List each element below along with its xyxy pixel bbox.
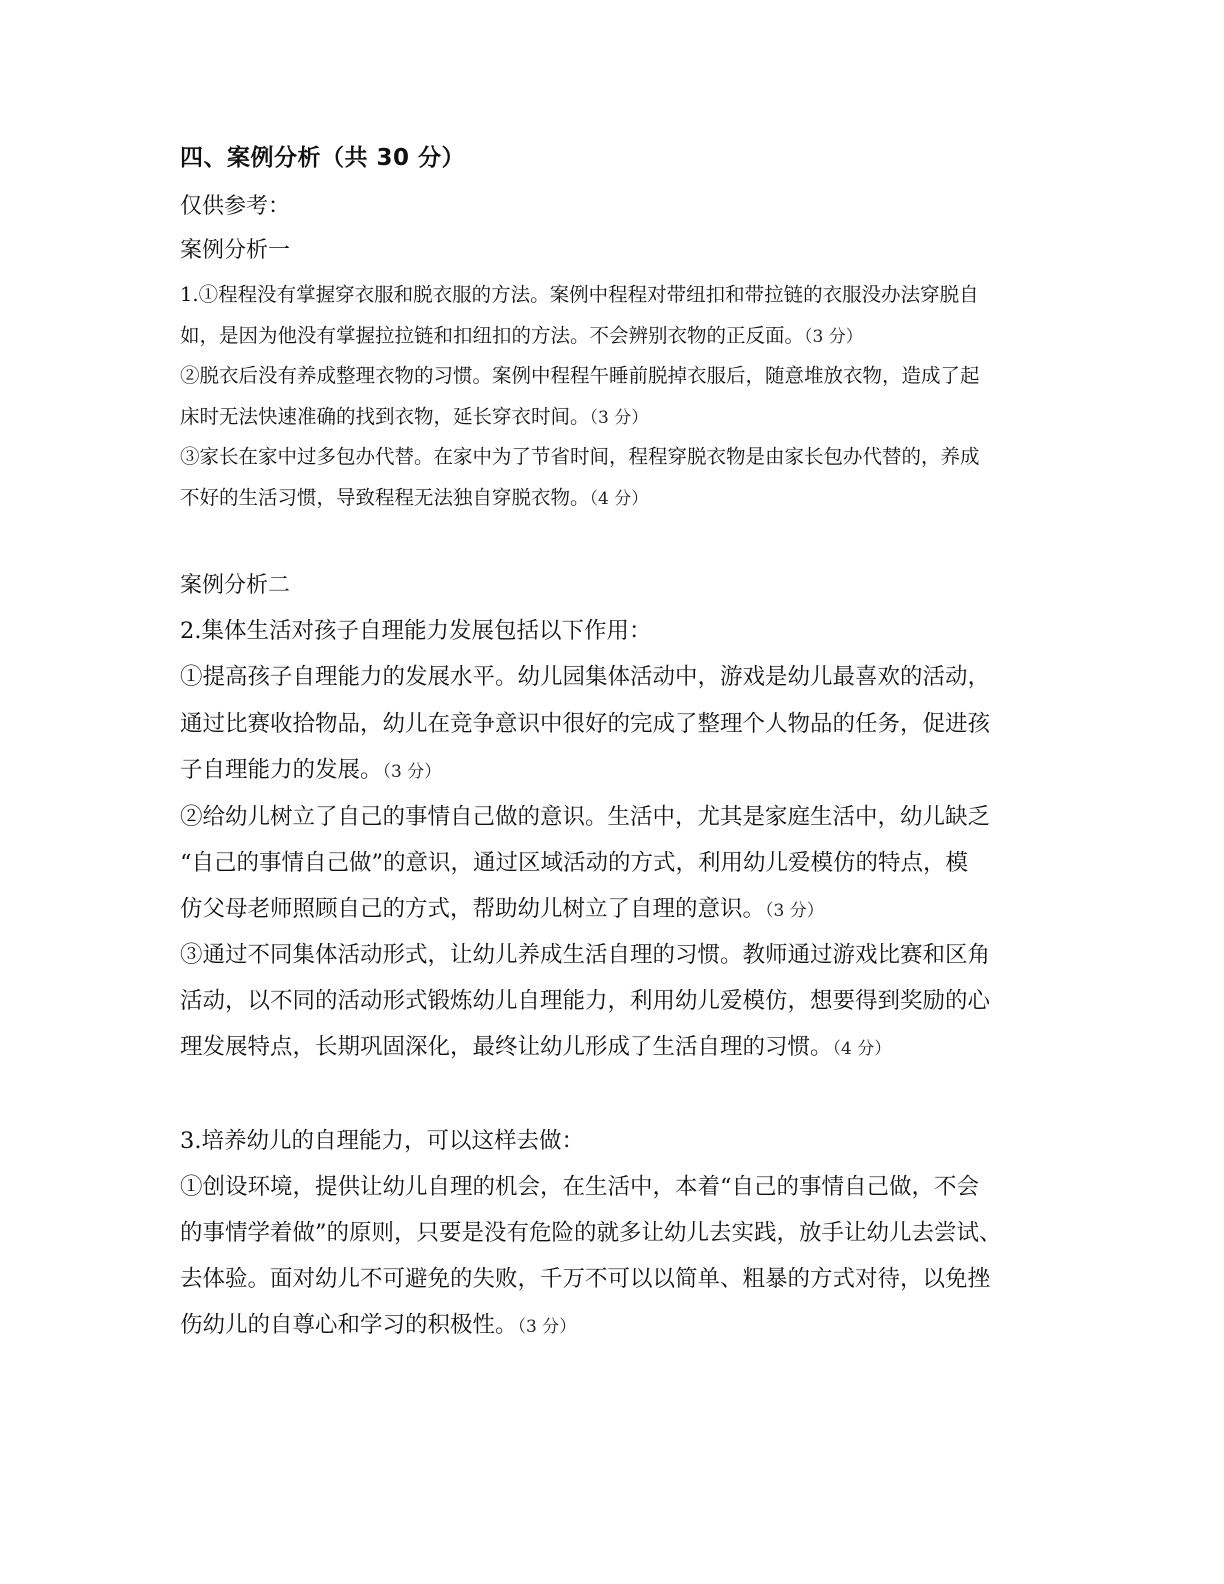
case1-paragraph-line — [180, 407, 1060, 427]
case2-paragraph-line — [180, 990, 1060, 1013]
reference-note: 仅供参考： — [180, 194, 291, 219]
case2-paragraph-line — [180, 759, 1060, 782]
line-text: 通过比赛收拾物品，幼儿在竞争意识中很好的完成了整理个人物品的任务，促进孩 — [180, 711, 991, 737]
line-text: ②脱衣后没有养成整理衣物的习惯。案例中程程午睡前脱掉衣服后，随意堆放衣物，造成了起 — [180, 364, 980, 387]
line-text: 子自理能力的发展。 — [180, 757, 383, 783]
case3-paragraph-line — [180, 1268, 1060, 1291]
line-text: 去体验。面对幼儿不可避免的失败，千万不可以以简单、粗暴的方式对待，以免挫 — [180, 1266, 991, 1292]
case1-paragraph-line — [180, 488, 1060, 508]
score-label: （4 分） — [589, 489, 649, 509]
score-label: （4 分） — [832, 1039, 892, 1059]
line-text: 不好的生活习惯，导致程程无法独自穿脱衣物。 — [180, 486, 590, 509]
score-label: （3 分） — [382, 762, 442, 782]
line-text: 床时无法快速准确的找到衣物，延长穿衣时间。 — [180, 405, 590, 428]
case2-paragraph-line — [180, 666, 1060, 689]
score-label: （3 分） — [589, 408, 649, 428]
section-title: 四、案例分析（共 30 分） — [180, 145, 466, 171]
case1-paragraph-line — [180, 326, 1060, 346]
line-text: ③通过不同集体活动形式，让幼儿养成生活自理的习惯。教师通过游戏比赛和区角 — [180, 942, 991, 968]
line-text: “自己的事情自己做”的意识，通过区域活动的方式，利用幼儿爱模仿的特点，模 — [180, 850, 969, 876]
line-text: 理发展特点，长期巩固深化，最终让幼儿形成了生活自理的习惯。 — [180, 1034, 833, 1060]
line-text: ③家长在家中过多包办代替。在家中为了节省时间，程程穿脱衣物是由家长包办代替的，养成 — [180, 445, 980, 468]
line-text: ②给幼儿树立了自己的事情自己做的意识。生活中，尤其是家庭生活中，幼儿缺乏 — [180, 804, 991, 830]
line-text: 仿父母老师照顾自己的方式，帮助幼儿树立了自理的意识。 — [180, 896, 766, 922]
case2-paragraph-line — [180, 620, 1060, 643]
score-label: （3 分） — [765, 901, 824, 921]
case2-paragraph-line — [180, 852, 1060, 875]
case2-paragraph-line — [180, 713, 1060, 736]
score-label: （3 分） — [517, 1317, 577, 1337]
case1-title: 案例分析一 — [180, 238, 291, 263]
case2-paragraph-line — [180, 898, 1060, 921]
line-text: 活动，以不同的活动形式锻炼幼儿自理能力，利用幼儿爱模仿，想要得到奖励的心 — [180, 988, 991, 1014]
case3-paragraph-line — [180, 1130, 1060, 1153]
case2-paragraph-line — [180, 1036, 1060, 1059]
line-text: ①提高孩子自理能力的发展水平。幼儿园集体活动中，游戏是幼儿最喜欢的活动， — [180, 664, 991, 690]
case3-paragraph-line — [180, 1314, 1060, 1337]
case2-paragraph-line — [180, 944, 1060, 967]
line-text: 的事情学着做”的原则，只要是没有危险的就多让幼儿去实践，放手让幼儿去尝试、 — [180, 1220, 1002, 1246]
line-text: 3.培养幼儿的自理能力，可以这样去做： — [180, 1128, 584, 1154]
case3-paragraph-line — [180, 1222, 1060, 1245]
line-text: 如，是因为他没有掌握拉拉链和扣纽扣的方法。不会辨别衣物的正反面。 — [180, 324, 805, 347]
case1-paragraph-line — [180, 285, 1060, 305]
line-text: 1.①程程没有掌握穿衣服和脱衣服的方法。案例中程程对带纽扣和带拉链的衣服没办法穿脱自 — [180, 283, 979, 306]
line-text: 2.集体生活对孩子自理能力发展包括以下作用： — [180, 618, 652, 644]
case2-paragraph-line — [180, 806, 1060, 829]
case1-paragraph-line — [180, 366, 1060, 386]
case2-title: 案例分析二 — [180, 573, 291, 598]
line-text: ①创设环境，提供让幼儿自理的机会，在生活中，本着“自己的事情自己做，不会 — [180, 1174, 980, 1200]
score-label: （3 分） — [804, 327, 863, 347]
line-text: 伤幼儿的自尊心和学习的积极性。 — [180, 1312, 518, 1338]
case1-paragraph-line — [180, 447, 1060, 467]
case3-paragraph-line — [180, 1176, 1060, 1199]
